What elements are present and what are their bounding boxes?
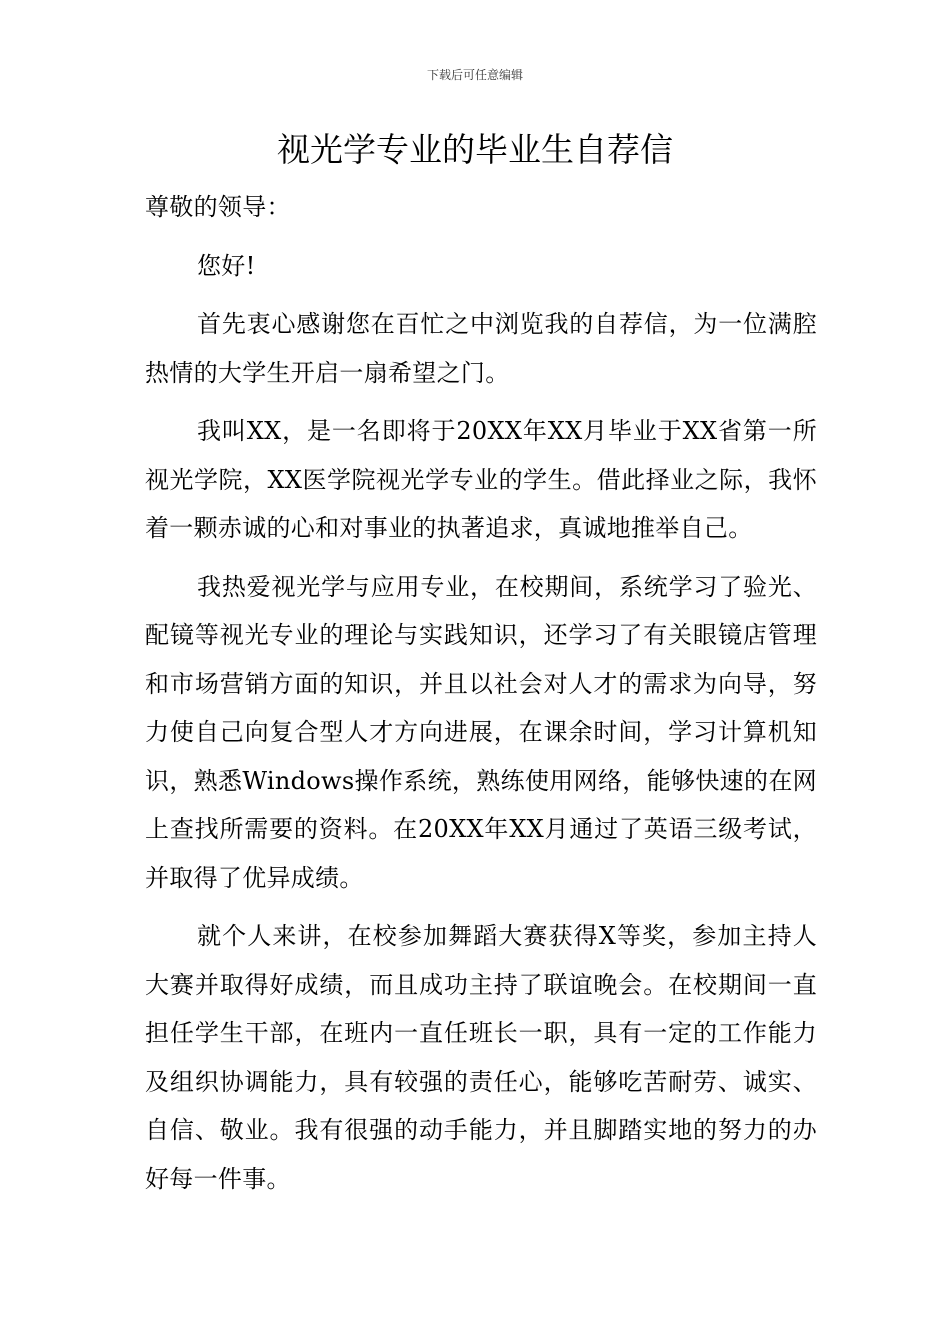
- paragraph-self-introduction: 我叫XX，是一名即将于20XX年XX月毕业于XX省第一所视光学院，XX医学院视光学专业的学生。借此择业之际，我怀着一颗赤诚的心和对事业的执著追求，真诚地推举自己。: [145, 417, 817, 542]
- header-note: 下载后可任意编辑: [426, 68, 523, 82]
- page-title: 视光学专业的毕业生自荐信: [277, 130, 673, 169]
- paragraph-studies: 我热爱视光学与应用专业，在校期间，系统学习了验光、配镜等视光专业的理论与实践知识，还学习了有关眼镜店管理和市场营销方面的知识，并且以社会对人才的需求为向导，努力使自己向复合型人才方向进展，在课余时间，学习计算机知识，熟悉Windows操作系统，熟练使用网络，能够快速的在网上查找所需要的资料。在20XX年XX月通过了英语三级考试，并取得了优异成绩。: [145, 572, 817, 892]
- salutation: 尊敬的领导：: [145, 193, 291, 221]
- letter-body: [145, 183, 817, 1213]
- greeting: 您好!: [197, 251, 256, 280]
- paragraph-activities: 就个人来讲，在校参加舞蹈大赛获得X等奖，参加主持人大赛并取得好成绩，而且成功主持了联谊晚会。在校期间一直担任学生干部，在班内一直任班长一职，具有一定的工作能力及组织协调能力，具有较强的责任心，能够吃苦耐劳、诚实、自信、敬业。我有很强的动手能力，并且脚踏实地的努力的办好每一件事。: [145, 922, 817, 1193]
- paragraph-intro: 首先衷心感谢您在百忙之中浏览我的自荐信，为一位满腔热情的大学生开启一扇希望之门。: [145, 310, 817, 387]
